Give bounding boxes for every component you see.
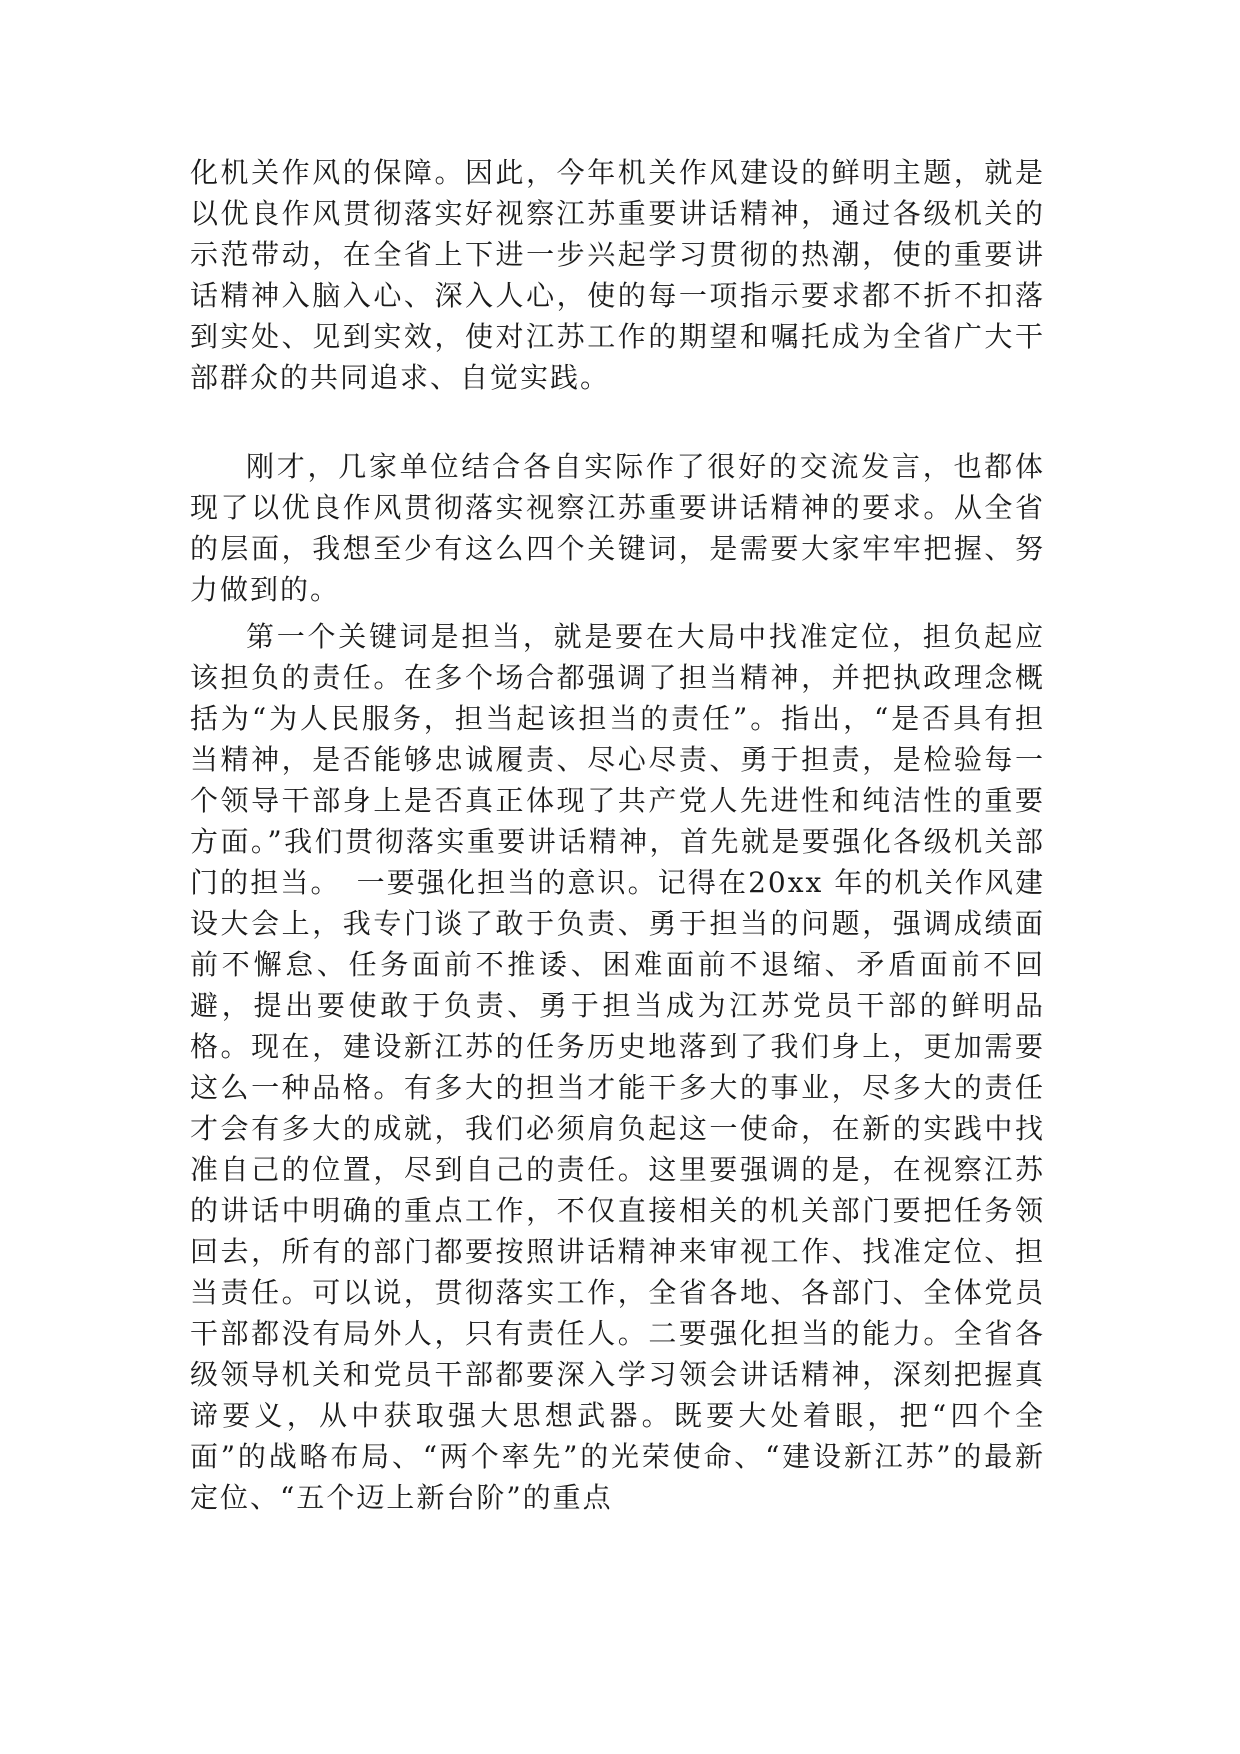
body-paragraph-1: 化机关作风的保障。因此，今年机关作风建设的鲜明主题，就是以优良作风贯彻落实好视察江苏重要讲话精神，通过各级机关的示范带动，在全省上下进一步兴起学习贯彻的热潮，使的重要讲话精神入脑入心、深入人心，使的每一项指示要求都不折不扣落到实处、见到实效，使对江苏工作的期望和嘱托成为全省广大干部群众的共同追求、自觉实践。	[190, 156, 1045, 394]
body-paragraph-3: 第一个关键词是担当，就是要在大局中找准定位，担负起应该担负的责任。在多个场合都强调了担当精神，并把执政理念概括为“为人民服务，担当起该担当的责任”。指出，“是否具有担当精神，是否能够忠诚履责、尽心尽责、勇于担责，是检验每一个领导干部身上是否真正体现了共产党人先进性和纯洁性的重要方面。”我们贯彻落实重要讲话精神，首先就是要强化各级机关部门的担当。 一要强化担当的意识。记得在20xx 年的机关作风建设大会上，我专门谈了敢于负责、勇于担当的问题，强调成绩面前不懈怠、任务面前不推诿、困难面前不退缩、矛盾面前不回避，提出要使敢于负责、勇于担当成为江苏党员干部的鲜明品格。现在，建设新江苏的任务历史地落到了我们身上，更加需要这么一种品格。有多大的担当才能干多大的事业，尽多大的责任才会有多大的成就，我们必须肩负起这一使命，在新的实践中找准自己的位置，尽到自己的责任。这里要强调的是，在视察江苏的讲话中明确的重点工作，不仅直接相关的机关部门要把任务领回去，所有的部门都要按照讲话精神来审视工作、找准定位、担当责任。可以说，贯彻落实工作，全省各地、各部门、全体党员干部都没有局外人，只有责任人。二要强化担当的能力。全省各级领导机关和党员干部都要深入学习领会讲话精神，深刻把握真谛要义，从中获取强大思想武器。既要大处着眼，把“四个全面”的战略布局、“两个率先”的光荣使命、“建设新江苏”的最新定位、“五个迈上新台阶”的重点	[190, 620, 1045, 1514]
body-paragraph-2: 刚才，几家单位结合各自实际作了很好的交流发言，也都体现了以优良作风贯彻落实视察江苏重要讲话精神的要求。从全省的层面，我想至少有这么四个关键词，是需要大家牢牢把握、努力做到的。	[190, 450, 1045, 606]
